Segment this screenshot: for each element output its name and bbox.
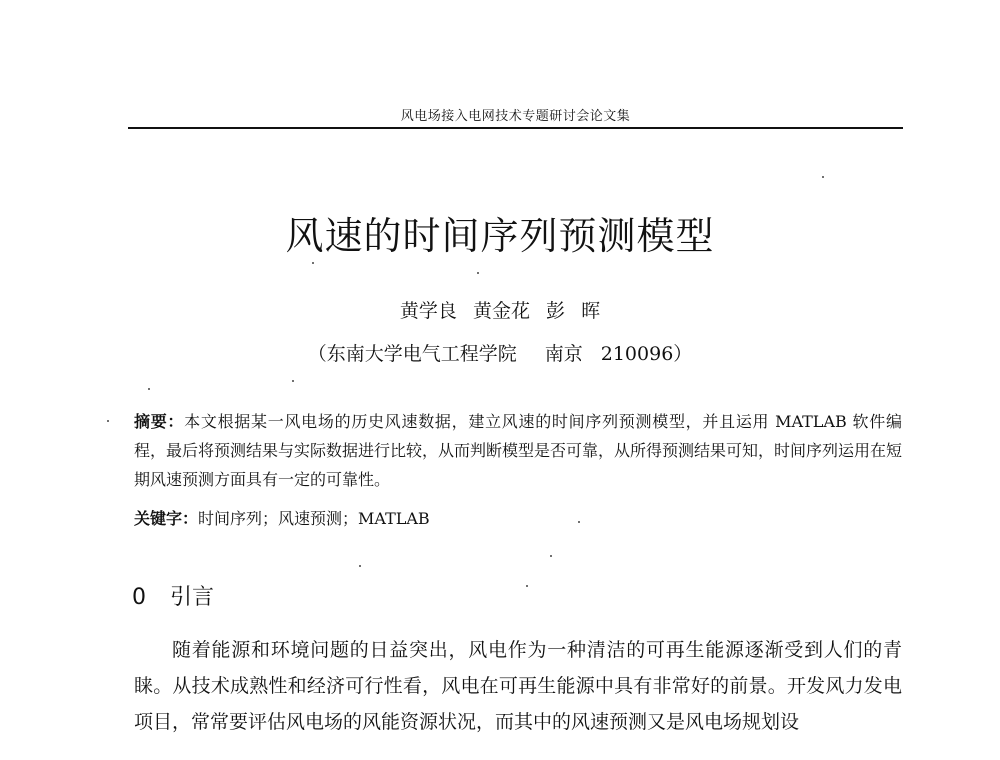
intro-paragraph: 随着能源和环境问题的日益突出，风电作为一种清洁的可再生能源逐渐受到人们的青睐。从技术成熟性和经济可行性看，风电在可再生能源中具有非常好的前景。开发风力发电项目，常常要评估风电场的风能资源状况，而其中的风速预测又是风电场规划设 xyxy=(134,639,902,733)
abstract-label: 摘要： xyxy=(134,412,185,431)
header-rule xyxy=(128,127,903,129)
scan-speck xyxy=(107,420,109,422)
author-name: 黄金花 xyxy=(472,300,530,322)
section-heading xyxy=(132,580,214,611)
abstract xyxy=(134,407,902,494)
affiliation-institution: （东南大学电气工程学院 xyxy=(307,343,517,365)
section-title: 引言 xyxy=(170,585,215,610)
author-list xyxy=(0,296,1000,323)
affiliation xyxy=(0,339,1000,366)
scan-speck xyxy=(359,565,361,567)
keywords-text: 时间序列；风速预测；MATLAB xyxy=(198,509,430,528)
keywords-label: 关键字： xyxy=(134,509,199,528)
scan-speck xyxy=(292,380,294,382)
scan-speck xyxy=(148,388,150,390)
author-name: 黄学良 xyxy=(399,300,457,322)
section-number: 0 xyxy=(132,585,146,610)
scan-speck xyxy=(312,262,314,264)
affiliation-city: 南京 xyxy=(544,343,583,365)
affiliation-postcode: 210096） xyxy=(600,343,693,365)
scan-speck xyxy=(526,585,528,587)
running-header: 风电场接入电网技术专题研讨会论文集 xyxy=(400,109,631,124)
author-name: 彭 晖 xyxy=(546,300,601,322)
scan-speck xyxy=(550,555,552,557)
keywords xyxy=(134,506,902,529)
abstract-text: 本文根据某一风电场的历史风速数据，建立风速的时间序列预测模型，并且运用 MATLAB 软件编程，最后将预测结果与实际数据进行比较，从而判断模型是否可靠，从所得预测结果可知，时间序列运用在短期风速预测方面具有一定的可靠性。 xyxy=(134,412,903,489)
scan-speck xyxy=(822,176,824,178)
paper-title: 风速的时间序列预测模型 xyxy=(285,214,715,258)
scan-speck xyxy=(477,272,479,274)
scan-speck xyxy=(578,521,580,523)
